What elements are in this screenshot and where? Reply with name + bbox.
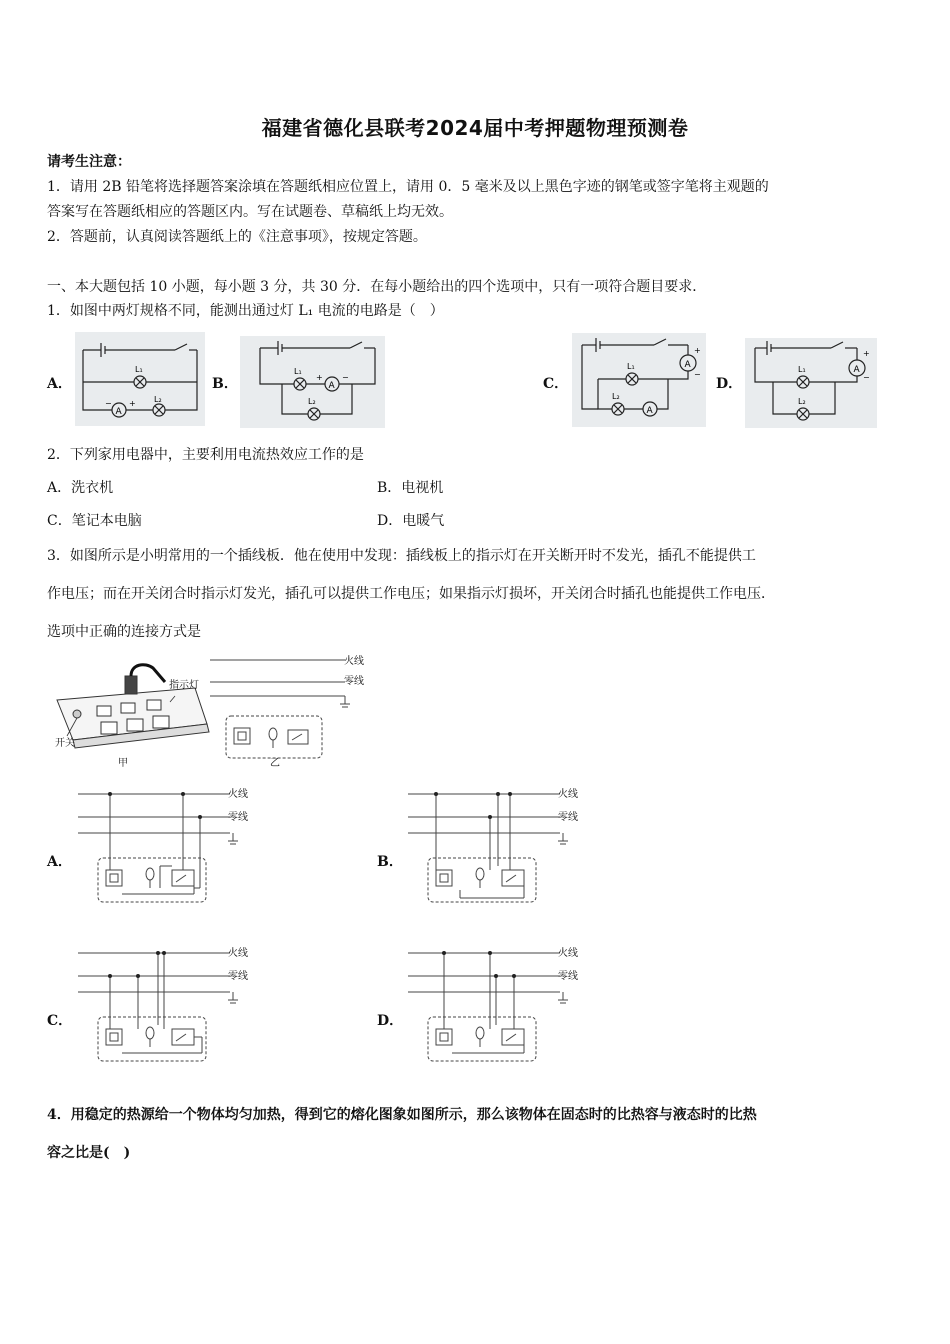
page-title: 福建省德化县联考2024届中考押题物理预测卷 bbox=[261, 116, 689, 140]
notice-item-1b: 答案写在答题纸相应的答题区内。写在试题卷、草稿纸上均无效。 bbox=[47, 204, 453, 220]
q1b-plus: + bbox=[316, 373, 323, 382]
q3-fig-yi-label: 乙 bbox=[270, 758, 280, 769]
question-4-stem-1: 4．用稳定的热源给一个物体均匀加热，得到它的熔化图象如图所示，那么该物体在固态时的比热容与液态时的比热 bbox=[47, 1107, 757, 1123]
q2-option-a[interactable]: A．洗衣机 bbox=[47, 480, 114, 496]
notice-heading: 请考生注意： bbox=[47, 154, 131, 170]
question-1-stem: 1．如图中两灯规格不同，能测出通过灯 L₁ 电流的电路是（ ） bbox=[47, 303, 444, 319]
q3-option-c-label[interactable]: C． bbox=[47, 1013, 73, 1029]
q1a-ammeter-text: A bbox=[115, 407, 122, 417]
question-4-stem-2: 容之比是( ) bbox=[47, 1145, 131, 1161]
q3-fig-jia-label: 甲 bbox=[118, 758, 128, 769]
q2-option-c[interactable]: C．笔记本电脑 bbox=[47, 513, 142, 529]
q3-option-b-label[interactable]: B． bbox=[377, 854, 403, 870]
q3-figure-yi bbox=[210, 650, 370, 770]
q1a-plus: + bbox=[129, 399, 136, 408]
q1b-l1: L₁ bbox=[294, 367, 302, 376]
q1-option-c-label[interactable]: C． bbox=[543, 376, 569, 392]
q1c-ammeter2-text: A bbox=[646, 406, 653, 416]
q1d-plus: + bbox=[863, 349, 870, 358]
q1c-minus: − bbox=[694, 370, 701, 379]
q1-circuit-a bbox=[75, 332, 205, 426]
section-1-heading: 一、本大题包括 10 小题，每小题 3 分，共 30 分．在每小题给出的四个选项中，只有一项符合题目要求． bbox=[47, 279, 707, 295]
q3-switch-label: 开关 bbox=[55, 738, 75, 749]
q3c-neutral: 零线 bbox=[228, 971, 248, 982]
q1a-minus: − bbox=[105, 399, 112, 408]
q1d-l1: L₁ bbox=[798, 365, 806, 374]
q3-figure-jia bbox=[45, 660, 235, 770]
q1c-l2: L₂ bbox=[612, 392, 620, 401]
q3-option-d-label[interactable]: D． bbox=[377, 1013, 404, 1029]
q1c-l1: L₁ bbox=[627, 362, 635, 371]
q3-option-d-diagram bbox=[408, 943, 598, 1065]
q3-yi-live: 火线 bbox=[344, 656, 364, 667]
q3-option-b-diagram bbox=[408, 784, 598, 906]
q1c-plus: + bbox=[694, 346, 701, 355]
q1-option-b-label[interactable]: B． bbox=[212, 376, 238, 392]
q1d-minus: − bbox=[863, 373, 870, 382]
q1b-minus: − bbox=[342, 373, 349, 382]
q3a-neutral: 零线 bbox=[228, 812, 248, 823]
q1b-ammeter-text: A bbox=[328, 381, 335, 391]
q1-option-a-label[interactable]: A． bbox=[47, 376, 72, 392]
q1-circuit-c bbox=[572, 333, 706, 427]
q1d-ammeter-text: A bbox=[853, 365, 860, 375]
notice-item-1a: 1．请用 2B 铅笔将选择题答案涂填在答题纸相应位置上，请用 0．5 毫米及以上黑色字迹的钢笔或签字笔将主观题的 bbox=[47, 179, 769, 195]
q3b-live: 火线 bbox=[558, 789, 578, 800]
q3d-live: 火线 bbox=[558, 948, 578, 959]
question-3-stem-2: 作电压；而在开关闭合时指示灯发光，插孔可以提供工作电压；如果指示灯损坏，开关闭合时插孔也能提供工作电压． bbox=[47, 586, 775, 602]
q2-option-d[interactable]: D．电暖气 bbox=[377, 513, 445, 529]
q1-circuit-d bbox=[745, 338, 877, 428]
q1c-ammeter1-text: A bbox=[684, 360, 691, 370]
q3-option-a-diagram bbox=[78, 784, 268, 906]
notice-item-2: 2．答题前，认真阅读答题纸上的《注意事项》，按规定答题。 bbox=[47, 229, 427, 245]
q1-circuit-b bbox=[240, 336, 385, 428]
q1d-l2: L₂ bbox=[798, 397, 806, 406]
q3c-live: 火线 bbox=[228, 948, 248, 959]
q3-indicator-label: 指示灯 bbox=[169, 680, 199, 691]
q1-option-d-label[interactable]: D． bbox=[716, 376, 743, 392]
question-3-stem-1: 3．如图所示是小明常用的一个插线板．他在使用中发现：插线板上的指示灯在开关断开时不发光，插孔不能提供工 bbox=[47, 548, 756, 564]
q1a-l2: L₂ bbox=[154, 395, 162, 404]
q1a-l1: L₁ bbox=[135, 365, 143, 374]
q3-option-a-label[interactable]: A． bbox=[47, 854, 72, 870]
q3-yi-neutral: 零线 bbox=[344, 676, 364, 687]
q1b-l2: L₂ bbox=[308, 397, 316, 406]
q2-option-b[interactable]: B．电视机 bbox=[377, 480, 444, 496]
q3-option-c-diagram bbox=[78, 943, 268, 1065]
question-2-stem: 2．下列家用电器中，主要利用电流热效应工作的是 bbox=[47, 447, 364, 463]
q3a-live: 火线 bbox=[228, 789, 248, 800]
q3b-neutral: 零线 bbox=[558, 812, 578, 823]
question-3-stem-3: 选项中正确的连接方式是 bbox=[47, 624, 201, 640]
q3d-neutral: 零线 bbox=[558, 971, 578, 982]
